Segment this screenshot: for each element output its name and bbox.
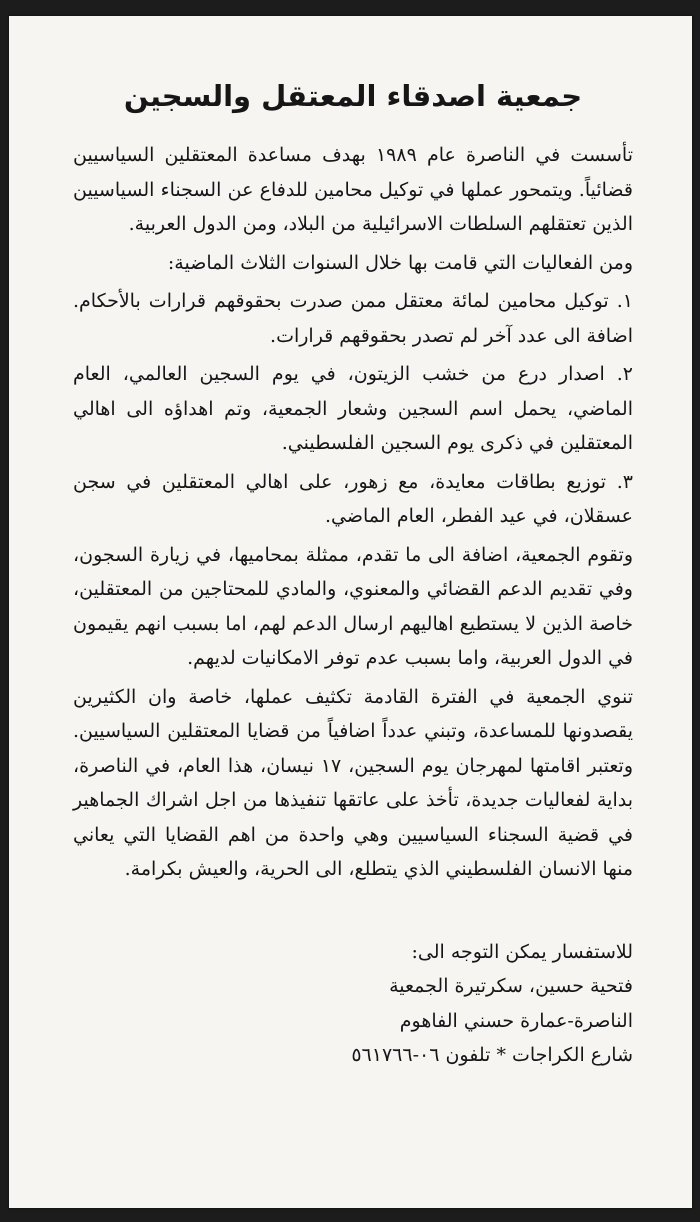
- paragraph-activities-intro: ومن الفعاليات التي قامت بها خلال السنوات الثلاث الماضية:: [167, 251, 633, 274]
- leaflet-content: [73, 76, 633, 1073]
- list-item: ١. توكيل محامين لمائة معتقل ممن صدرت بحقوقهم قرارات بالأحكام. اضافة الى عدد آخر لم تصدر بحقوقهم قرارات.: [73, 290, 633, 347]
- paragraph-support: وتقوم الجمعية، اضافة الى ما تقدم، ممثلة بمحاميها، في زيارة السجون، وفي تقديم الدعم القضائي والمعنوي، والمادي للمحتاجين من المعتقلين، خاصة الذين لا يستطيع اهاليهم ارسال الدعم لهم، اما بسبب انهم يقيمون في الدول العربية، واما بسبب عدم توفر الامكانيات لديهم.: [73, 543, 633, 669]
- list-item: ٣. توزيع بطاقات معايدة، مع زهور، على اهالي المعتقلين في سجن عسقلان، في عيد الفطر، العام الماضي.: [73, 470, 633, 527]
- leaflet-card: [9, 16, 692, 1208]
- list-item: ٢. اصدار درع من خشب الزيتون، في يوم السجين العالمي، العام الماضي، يحمل اسم السجين وشعار الجمعية، وتم اهداؤه الى اهالي المعتقلين في ذكرى يوم السجين الفلسطيني.: [73, 363, 633, 454]
- contact-intro: للاستفسار يمكن التوجه الى:: [411, 940, 633, 963]
- contact-block: [273, 935, 633, 1073]
- contact-street-phone: شارع الكراجات * تلفون ٠٦-٥٦١٧٦٦: [351, 1044, 633, 1066]
- contact-building: الناصرة-عمارة حسني الفاهوم: [399, 1009, 633, 1032]
- paragraph-future-plans: تنوي الجمعية في الفترة القادمة تكثيف عملها، خاصة وان الكثيرين يقصدونها للمساعدة، وتبني عدداً اضافياً من قضايا المعتقلين السياسيين. وتعتبر اقامتها لمهرجان يوم السجين، ١٧ نيسان، هذا العام، في الناصرة، بداية لفعاليات جديدة، تأخذ على عاتقها تنفيذها من اجل اشراك الجماهير في قضية السجناء السياسيين وهي واحدة من اهم القضايا التي يعاني منها الانسان الفلسطيني الذي يتطلع، الى الحرية، والعيش بكرامة.: [73, 685, 633, 880]
- page-title: جمعية اصدقاء المعتقل والسجين: [123, 79, 583, 113]
- paragraph-founding: تأسست في الناصرة عام ١٩٨٩ بهدف مساعدة المعتقلين السياسيين قضائياً. ويتمحور عملها في توكيل محامين للدفاع عن السجناء السياسيين الذين تعتقلهم السلطات الاسرائيلية من البلاد، ومن الدول العربية.: [73, 144, 633, 235]
- contact-name: فتحية حسين، سكرتيرة الجمعية: [389, 975, 633, 997]
